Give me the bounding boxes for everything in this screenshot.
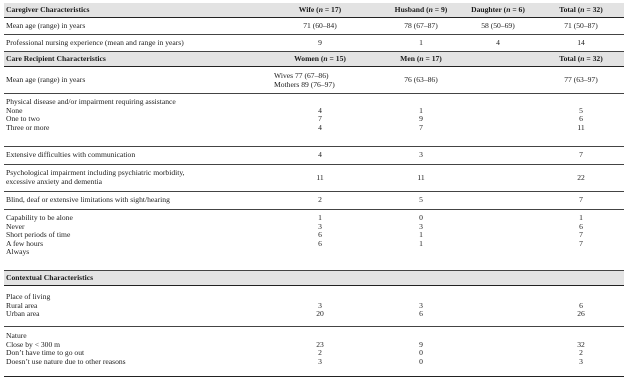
- row-label: Physical disease and/or impairment requiring assistance None One to two Three or more: [6, 97, 176, 132]
- cell-women: 2: [318, 195, 322, 204]
- cell-men: 3: [419, 150, 423, 159]
- recipient-total-header: Total (n = 32): [559, 54, 603, 63]
- cell-men: 5: [419, 195, 423, 204]
- row-label-line-1: Psychological impairment including psychiatric morbidity,: [6, 168, 185, 177]
- caregiver-header-label: Caregiver Characteristics: [6, 5, 90, 14]
- cell-total: 1 6 7 7: [579, 213, 583, 248]
- cell-total: 77 (63–97): [564, 75, 598, 84]
- cell-women: 1 3 6 6: [318, 213, 322, 248]
- cell-women-wives: Wives 77 (67–86): [274, 71, 329, 80]
- row-label-line-2: excessive anxiety and dementia: [6, 177, 102, 186]
- row-label: Extensive difficulties with communication: [6, 150, 136, 159]
- cell-men: 9 0 0: [419, 339, 423, 366]
- cell-men: 1 9 7: [419, 105, 423, 132]
- row-label: Capability to be alone Never Short periods of time A few hours Always: [6, 213, 73, 257]
- row-label: Mean age (range) in years: [6, 75, 86, 84]
- cell-total: 14: [577, 38, 585, 47]
- cell-wife: 9: [318, 38, 322, 47]
- psychological-row: [4, 165, 624, 191]
- cell-total: 7: [579, 195, 583, 204]
- cell-women: 3 20: [316, 300, 324, 319]
- row-label: Professional nursing experience (mean and range in years): [6, 38, 184, 47]
- cell-husband: 78 (67–87): [404, 21, 438, 30]
- daughter-header: Daughter (n = 6): [471, 5, 525, 14]
- recipient-header-row: [4, 52, 624, 66]
- row-label: Mean age (range) in years: [6, 21, 86, 30]
- row-label: Place of living Rural area Urban area: [6, 292, 51, 319]
- caregiver-age-row: [4, 18, 624, 34]
- communication-row: [4, 147, 624, 163]
- cell-men: 0 3 1 1: [419, 213, 423, 248]
- cell-women: 4: [318, 150, 322, 159]
- cell-total: 22: [577, 172, 585, 182]
- cell-men: 76 (63–86): [404, 75, 438, 84]
- caregiver-total-header: Total (n = 32): [559, 5, 603, 14]
- alone-row: [4, 210, 624, 269]
- husband-header: Husband (n = 9): [394, 5, 448, 14]
- cell-men: 3 6: [419, 300, 423, 319]
- contextual-header-row: [4, 271, 624, 285]
- cell-women: 23 2 3: [316, 339, 324, 366]
- cell-total: 32 2 3: [577, 339, 585, 366]
- recipient-header-label: Care Recipient Characteristics: [6, 54, 106, 63]
- caregiver-header-row: [4, 3, 624, 17]
- row-label: Nature Close by < 300 m Don’t have time to go out Doesn’t use nature due to other reasons: [6, 331, 126, 366]
- men-header: Men (n = 17): [400, 54, 442, 63]
- cell-wife: 71 (60–84): [303, 21, 337, 30]
- sensory-row: [4, 192, 624, 208]
- contextual-header-label: Contextual Characteristics: [6, 273, 94, 282]
- cell-total: 6 26: [577, 300, 585, 319]
- cell-husband: 1: [419, 38, 423, 47]
- cell-men: 11: [417, 172, 425, 182]
- cell-total: 5 6 11: [577, 105, 585, 132]
- caregiver-experience-row: [4, 35, 624, 51]
- cell-women: 11: [316, 172, 324, 182]
- recipient-age-row: [4, 67, 624, 93]
- cell-total: 71 (50–87): [564, 21, 598, 30]
- wife-header: Wife (n = 17): [298, 5, 342, 14]
- cell-women-mothers: Mothers 89 (76–97): [274, 80, 335, 89]
- cell-women: 4 7 4: [318, 105, 322, 132]
- nature-row: [4, 327, 624, 375]
- divider: [4, 376, 624, 377]
- living-row: [4, 286, 624, 324]
- physical-disease-row: [4, 94, 624, 144]
- cell-daughter: 58 (50–69): [481, 21, 515, 30]
- cell-daughter: 4: [496, 38, 500, 47]
- cell-total: 7: [579, 150, 583, 159]
- row-label: Blind, deaf or extensive limitations with sight/hearing: [6, 195, 170, 204]
- women-header: Women (n = 15): [294, 54, 346, 63]
